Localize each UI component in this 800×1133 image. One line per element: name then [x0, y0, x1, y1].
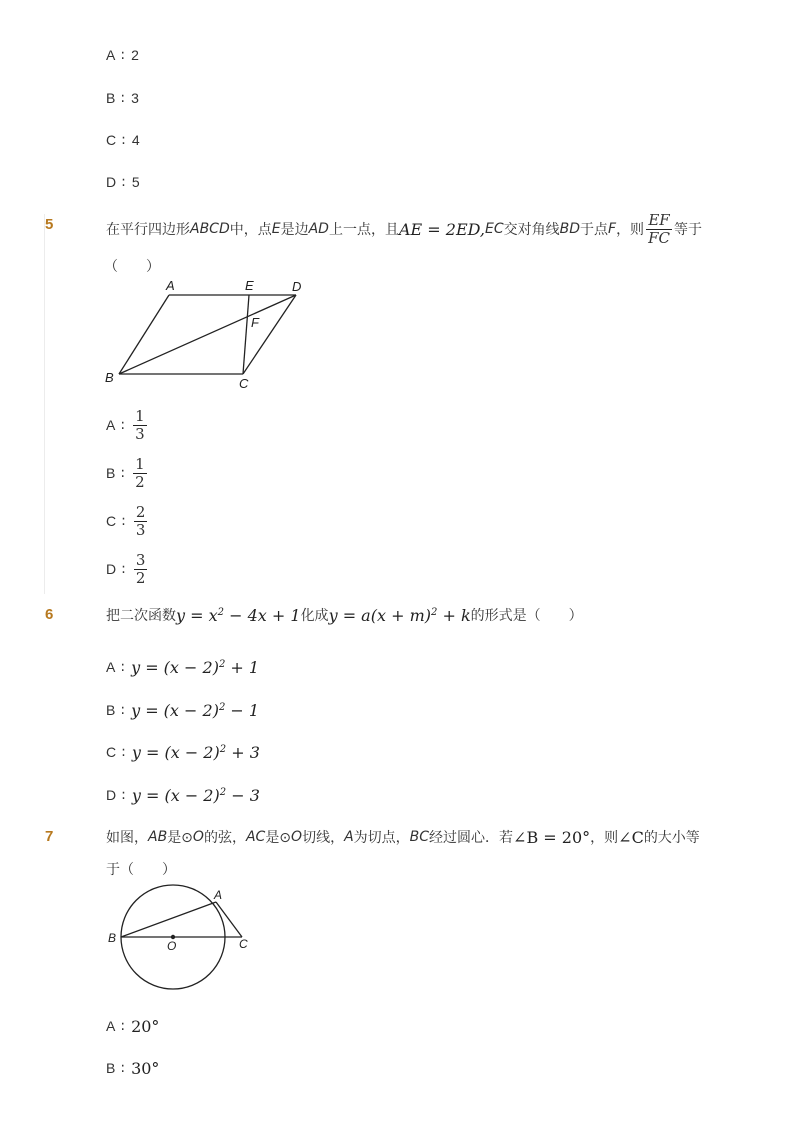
label-b: B: [108, 931, 117, 945]
question-number-5: 5: [45, 216, 54, 233]
circle-figure: [104, 884, 254, 994]
math-exponent: 2: [218, 701, 226, 713]
q4-option-b[interactable]: B : 3: [106, 90, 140, 106]
q7-text-part: ，则: [590, 830, 619, 846]
option-label: B: [106, 1060, 117, 1076]
q4-option-d[interactable]: D : 5: [106, 174, 141, 190]
fraction-numerator: 2: [135, 502, 146, 521]
q5-option-b[interactable]: B : $\frac{1}{2}$: [106, 454, 145, 491]
question-5-paren: （ ）: [104, 259, 160, 275]
math-part: − 3: [226, 785, 260, 805]
question-number-6: 6: [45, 606, 54, 623]
math-part: + 1: [225, 657, 260, 677]
question-6-text: [106, 603, 583, 627]
math-exponent: 2: [218, 658, 226, 670]
q5-text-part: 于点: [580, 222, 608, 238]
q5-text-part: 是边: [280, 222, 309, 238]
q7-var-ac: AC: [245, 829, 266, 845]
option-fraction: [134, 504, 148, 539]
label-f: F: [251, 315, 259, 330]
q6-form: [329, 606, 471, 625]
option-label: A: [106, 417, 117, 433]
q4-option-c[interactable]: C : 4: [106, 132, 141, 148]
q7-text-part: 切线，: [302, 830, 345, 846]
math-part: − 1: [225, 700, 260, 720]
q5-var-e: E: [271, 221, 281, 237]
label-a: A: [214, 888, 223, 902]
q6-option-c[interactable]: C : $y = (x - 2)^2 + 3$: [106, 742, 260, 762]
math-exponent: 2: [217, 606, 225, 618]
math-part: + k: [437, 605, 471, 625]
option-value: 20°: [131, 1016, 160, 1036]
q7-text-part: 经过圆心．若: [429, 830, 514, 846]
q7-text-part: 如图，: [106, 830, 148, 846]
question-7-line2: 于（ ）: [106, 862, 176, 878]
q5-equation: AE = 2ED,: [398, 219, 485, 239]
q5-text-part: 等于: [673, 222, 702, 238]
fraction-numerator: 1: [135, 406, 145, 425]
label-b: B: [105, 370, 114, 385]
fraction-numerator: 1: [135, 454, 145, 473]
q6-option-b[interactable]: B : $y = (x - 2)^2 - 1$: [106, 700, 260, 720]
label-c: C: [239, 937, 248, 951]
q7-text-part: 是⊙: [167, 830, 193, 846]
q6-option-d[interactable]: D : $y = (x - 2)^2 - 3$: [106, 785, 260, 805]
q7-text-part: 为切点，: [353, 830, 410, 846]
q6-text-part: 化成: [300, 608, 329, 624]
option-label: D: [106, 561, 118, 577]
math-part: y = x: [176, 605, 218, 625]
option-value: 2: [131, 47, 140, 63]
q6-text-part: 把二次函数: [106, 608, 176, 624]
math-exponent: 2: [219, 786, 227, 798]
q5-var-f: F: [608, 221, 617, 237]
option-label: A: [106, 47, 117, 63]
option-label: B: [106, 702, 117, 718]
fraction-denominator: 3: [135, 520, 146, 539]
math-part: − 4x + 1: [224, 605, 301, 625]
q6-option-a[interactable]: A : $y = (x - 2)^2 + 1$: [106, 657, 260, 677]
q5-text-part: 交对角线: [503, 222, 560, 238]
option-value: 3: [131, 90, 140, 106]
q7-option-b[interactable]: B : 30°: [106, 1058, 160, 1078]
fraction-denominator: 2: [135, 472, 145, 491]
parallelogram-figure: [100, 276, 320, 394]
question-5-text: [106, 212, 702, 246]
q5-text-part: 在平行四边形: [106, 222, 190, 238]
q7-text-part: 的大小等: [643, 830, 700, 846]
fraction-denominator: FC: [648, 228, 670, 247]
q5-option-a[interactable]: A : $\frac{1}{3}$: [106, 406, 145, 443]
math-part: y = (x − 2): [131, 742, 220, 762]
q5-var-bd: BD: [559, 221, 580, 237]
q5-text-part: ，则: [616, 222, 645, 238]
option-expression: [132, 743, 260, 762]
q4-option-a[interactable]: A : 2: [106, 47, 140, 63]
option-label: D: [106, 174, 118, 190]
fraction-numerator: 3: [135, 550, 146, 569]
option-label: A: [106, 659, 117, 675]
q7-angle-c: ∠C: [618, 827, 644, 847]
label-e: E: [245, 278, 254, 293]
math-part: + 3: [226, 742, 260, 762]
option-fraction: [133, 456, 147, 491]
q7-var-o: O: [192, 829, 204, 845]
segment-ec: [243, 295, 249, 374]
q7-var-ab: AB: [148, 829, 168, 845]
option-label: C: [106, 513, 118, 529]
math-part: y = (x − 2): [131, 785, 220, 805]
label-a: A: [166, 278, 175, 293]
q6-text-part: 的形式是（ ）: [470, 608, 583, 624]
fraction-denominator: 2: [135, 568, 146, 587]
label-o: O: [167, 939, 177, 953]
option-fraction: [133, 408, 147, 443]
question-number-7: 7: [45, 828, 54, 845]
option-expression: [131, 658, 259, 677]
math-exponent: 2: [430, 606, 438, 618]
option-expression: [131, 701, 259, 720]
q7-option-a[interactable]: A : 20°: [106, 1016, 160, 1036]
option-fraction: [134, 552, 148, 587]
q5-option-d[interactable]: D : $\frac{3}{2}$: [106, 550, 146, 587]
option-value: 4: [131, 132, 141, 148]
chord-ab: [121, 902, 216, 937]
option-expression: [132, 786, 260, 805]
label-d: D: [292, 279, 302, 294]
option-value: 5: [131, 174, 141, 190]
fraction-denominator: 3: [135, 424, 145, 443]
option-label: D: [106, 787, 118, 803]
q7-var-o: O: [291, 829, 303, 845]
q6-function: [176, 606, 301, 625]
q5-guide-line: [44, 214, 45, 594]
q7-angle-b: ∠B = 20°: [513, 827, 591, 847]
tangent-ac: [216, 902, 242, 937]
q7-var-a: A: [344, 829, 354, 845]
option-label: B: [106, 90, 117, 106]
math-part: y = (x − 2): [131, 700, 219, 720]
q5-fraction: [646, 212, 672, 247]
option-label: B: [106, 465, 117, 481]
math-part: y = a(x + m): [328, 605, 431, 625]
option-value: 30°: [131, 1058, 160, 1078]
q7-text-part: 的弦，: [203, 830, 246, 846]
option-label: A: [106, 1018, 117, 1034]
option-label: C: [106, 744, 118, 760]
q5-var-ad: AD: [308, 221, 329, 237]
math-exponent: 2: [219, 743, 227, 755]
option-label: C: [106, 132, 118, 148]
q7-text-part: 是⊙: [265, 830, 292, 846]
q5-text-part: 中，点: [229, 222, 272, 238]
q5-text-part: 上一点，且: [328, 222, 399, 238]
fraction-numerator: EF: [648, 210, 670, 229]
question-7-text: [106, 825, 700, 849]
label-c: C: [239, 376, 249, 391]
q7-var-bc: BC: [409, 829, 430, 845]
q5-var-abcd: ABCD: [190, 221, 230, 237]
q5-var-ec: EC: [484, 221, 504, 237]
q5-option-c[interactable]: C : $\frac{2}{3}$: [106, 502, 146, 539]
math-part: y = (x − 2): [131, 657, 219, 677]
